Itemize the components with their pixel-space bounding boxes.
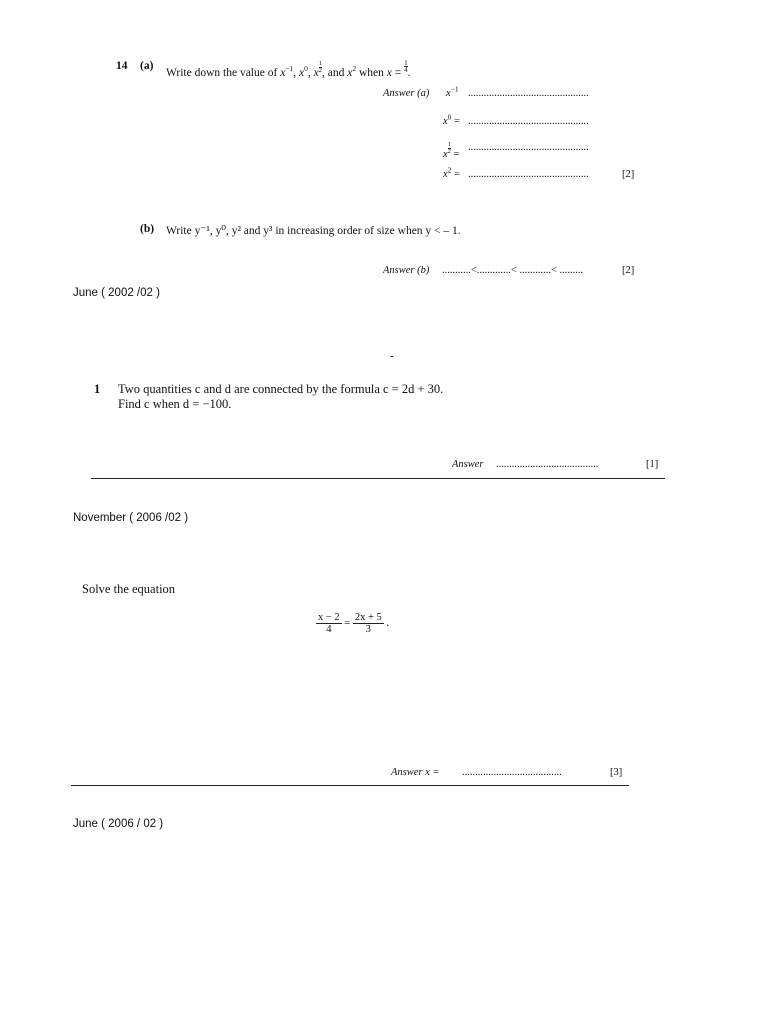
part-b-question: Write y⁻¹, y⁰, y² and y³ in increasing order of size when y < – 1. — [166, 225, 461, 237]
answer-a-row-x0: $x^0$ = — [443, 112, 460, 127]
solve-answer-label: Answer x = — [391, 767, 440, 778]
lhs-numerator: x − 2 — [318, 612, 340, 623]
source-label-november-2006: November ( 2006 /02 ) — [73, 512, 189, 524]
part-a-text: Write down the value of — [166, 67, 278, 79]
question-number-1: 1 — [94, 382, 101, 396]
q1-answer-label: Answer — [452, 459, 484, 470]
solve-rule — [71, 785, 629, 786]
solve-answer-dots: ...................................... — [462, 767, 562, 778]
q1-line-1: Two quantities c and d are connected by the formula c = 2d + 30. — [118, 382, 444, 396]
part-b-label: (b) — [140, 223, 155, 235]
answer-a-dots-4: .............................................. — [468, 169, 589, 180]
equation-rhs-fraction — [353, 612, 384, 635]
answer-a-dots-2: .............................................. — [468, 116, 589, 127]
question-number-14: 14 — [116, 60, 128, 72]
equation-lhs-fraction — [316, 612, 342, 635]
rhs-numerator: 2x + 5 — [354, 612, 382, 623]
part-a-label: (a) — [140, 60, 154, 72]
equation-end: . — [386, 617, 390, 629]
part-a-question: Write down the value of $x^{-1}$, $x^0$, x $\frac{1}{2}$ , and $x^2$ when x = $\frac{1}{4}$ . — [166, 59, 411, 79]
q1-line-2: Find c when d = −100. — [118, 397, 232, 411]
answer-a-row-x-inverse: $x^{-1}$ — [446, 84, 459, 99]
tick-mark: - — [390, 350, 394, 362]
equals-sign: = — [344, 617, 351, 629]
source-label-june-2006: June ( 2006 / 02 ) — [73, 818, 164, 830]
answer-a-dots-1: .............................................. — [468, 88, 589, 99]
q1-rule — [91, 478, 665, 479]
answer-b-line: ...........<.............< ............< ......... — [442, 265, 584, 276]
lhs-denominator: 4 — [316, 623, 342, 635]
equation — [316, 612, 389, 635]
part-a-marks: [2] — [622, 169, 635, 180]
q1-marks: [1] — [646, 459, 659, 470]
answer-b-label: Answer (b) — [383, 265, 430, 276]
part-a-when: when — [358, 67, 384, 79]
q1-answer-dots: ....................................... — [496, 459, 599, 470]
part-b-marks: [2] — [622, 265, 635, 276]
source-label-june-2002: June ( 2002 /02 ) — [73, 287, 160, 299]
answer-a-row-x-half: x $\frac{1}{2}$ = — [443, 141, 460, 160]
answer-a-dots-3: .............................................. — [468, 142, 589, 153]
answer-a-label: Answer (a) — [383, 88, 430, 99]
solve-marks: [3] — [610, 767, 623, 778]
answer-a-row-x2: $x^2$ = — [443, 165, 460, 180]
rhs-denominator: 3 — [353, 623, 384, 635]
solve-prompt: Solve the equation — [82, 582, 176, 596]
